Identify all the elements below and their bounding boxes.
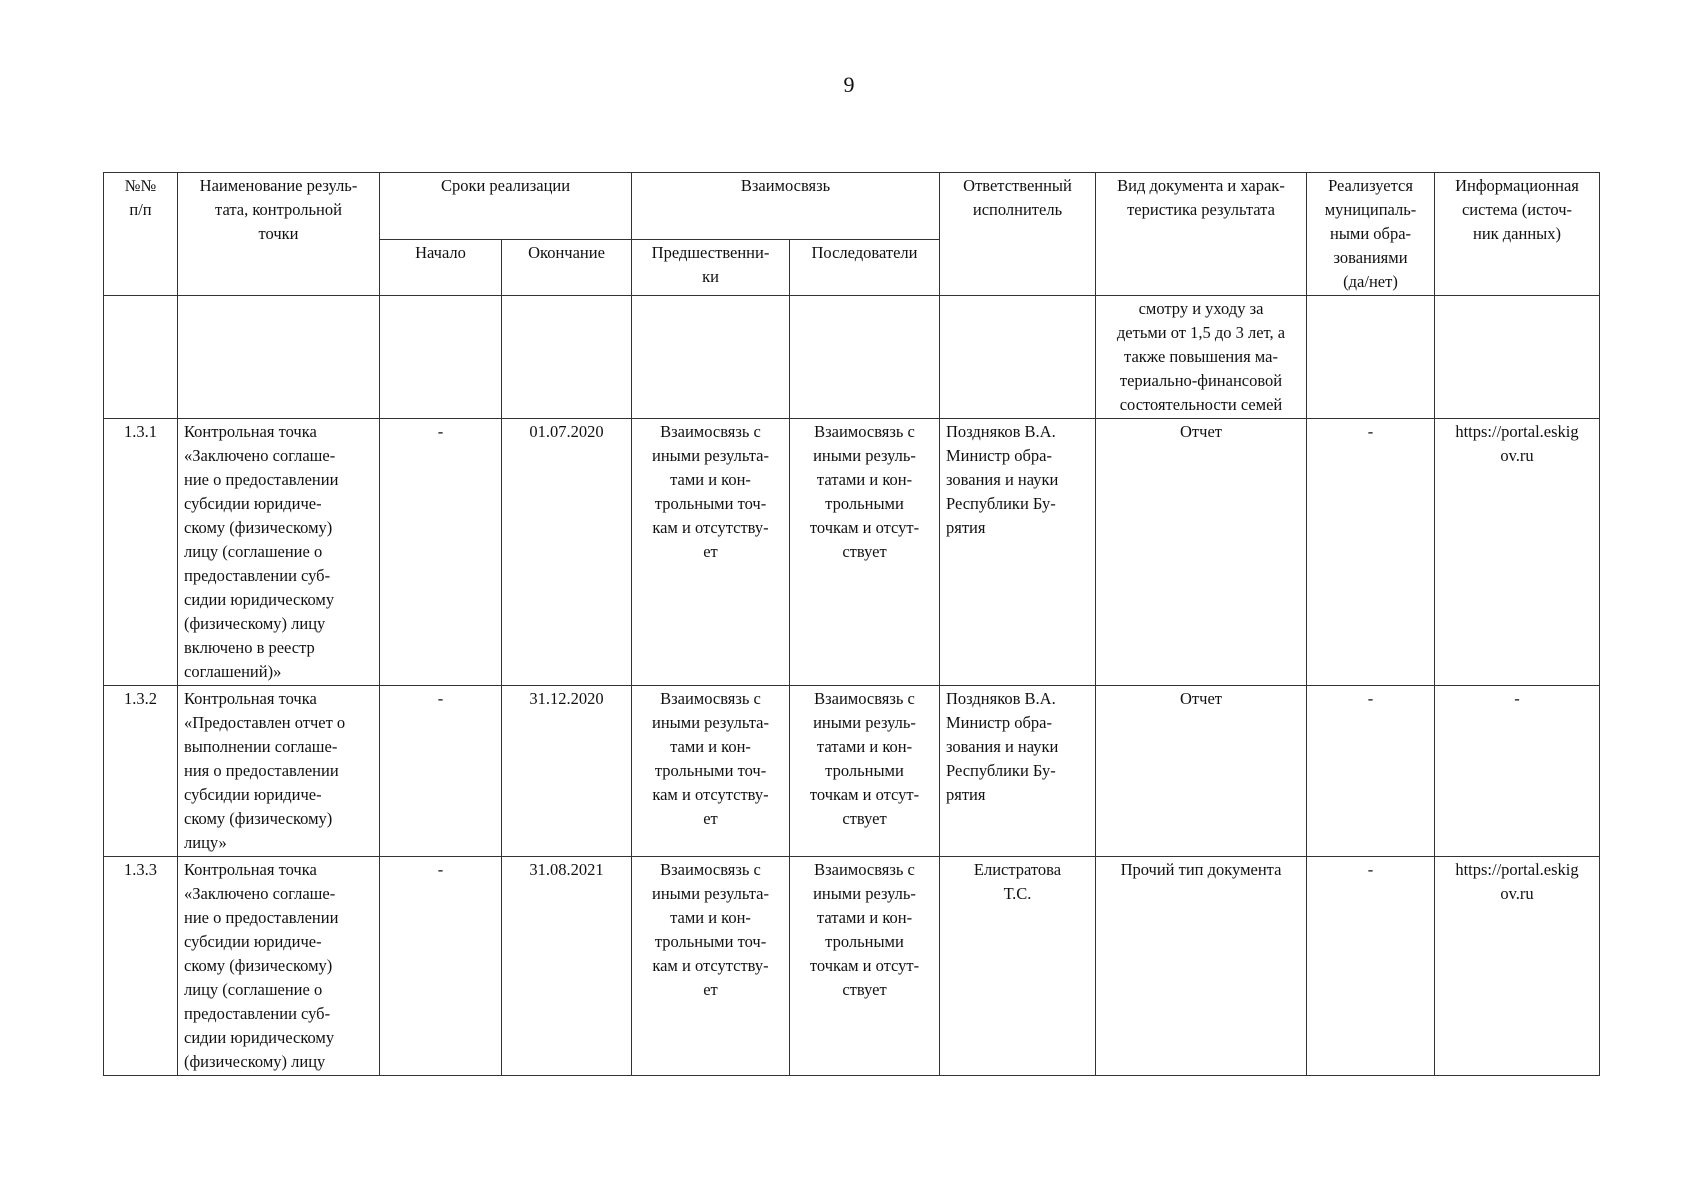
cell-num bbox=[104, 296, 178, 419]
cell-end: 31.08.2021 bbox=[502, 857, 632, 1076]
cell-municipal bbox=[1307, 296, 1435, 419]
cell-start: - bbox=[380, 857, 502, 1076]
cell-info-system: https://portal.eskig ov.ru bbox=[1435, 857, 1600, 1076]
cell-successors: Взаимосвязь с иными резуль- татами и кон- трольными точкам и отсут- ствует bbox=[790, 419, 940, 686]
header-num: №№ п/п bbox=[104, 173, 178, 296]
cell-predecessors: Взаимосвязь с иными результа- тами и кон- трольными точ- кам и отсутству- ет bbox=[632, 686, 790, 857]
header-successors: Последователи bbox=[790, 239, 940, 295]
cell-responsible: Поздняков В.А. Министр обра- зования и науки Республики Бу- рятия bbox=[940, 419, 1096, 686]
cell-municipal: - bbox=[1307, 857, 1435, 1076]
cell-info-system: https://portal.eskig ov.ru bbox=[1435, 419, 1600, 686]
table-row bbox=[104, 857, 1600, 1076]
cell-predecessors bbox=[632, 296, 790, 419]
cell-num: 1.3.2 bbox=[104, 686, 178, 857]
header-name: Наименование резуль- тата, контрольной точки bbox=[178, 173, 380, 296]
header-responsible: Ответственный исполнитель bbox=[940, 173, 1096, 296]
cell-responsible: Поздняков В.А. Министр обра- зования и науки Республики Бу- рятия bbox=[940, 686, 1096, 857]
cell-end: 01.07.2020 bbox=[502, 419, 632, 686]
cell-end bbox=[502, 296, 632, 419]
header-predecessors: Предшественни- ки bbox=[632, 239, 790, 295]
cell-start: - bbox=[380, 686, 502, 857]
header-municipal: Реализуется муниципаль- ными обра- зованиями (да/нет) bbox=[1307, 173, 1435, 296]
continuation-row bbox=[104, 296, 1600, 419]
header-doc-type: Вид документа и харак- теристика результата bbox=[1096, 173, 1307, 296]
header-terms: Сроки реализации bbox=[380, 173, 632, 240]
cell-num: 1.3.1 bbox=[104, 419, 178, 686]
header-end: Окончание bbox=[502, 239, 632, 295]
cell-responsible: Елистратова Т.С. bbox=[940, 857, 1096, 1076]
cell-name: Контрольная точка «Заключено соглаше- ние о предоставлении субсидии юридиче- скому (физическому) лицу (соглашение о предоставлении суб- сидии юридическому (физическому) лицу bbox=[178, 857, 380, 1076]
cell-name: Контрольная точка «Предоставлен отчет о выполнении соглаше- ния о предоставлении субсидии юридиче- скому (физическому) лицу» bbox=[178, 686, 380, 857]
table-row bbox=[104, 686, 1600, 857]
cell-doc-type: Отчет bbox=[1096, 686, 1307, 857]
cell-start: - bbox=[380, 419, 502, 686]
cell-successors: Взаимосвязь с иными резуль- татами и кон- трольными точкам и отсут- ствует bbox=[790, 686, 940, 857]
cell-start bbox=[380, 296, 502, 419]
cell-name: Контрольная точка «Заключено соглаше- ние о предоставлении субсидии юридиче- скому (физическому) лицу (соглашение о предоставлении суб- сидии юридическому (физическому) лицу включено в реестр соглашений)» bbox=[178, 419, 380, 686]
header-info-system: Информационная система (источ- ник данных) bbox=[1435, 173, 1600, 296]
cell-predecessors: Взаимосвязь с иными результа- тами и кон- трольными точ- кам и отсутству- ет bbox=[632, 857, 790, 1076]
cell-municipal: - bbox=[1307, 686, 1435, 857]
cell-doc-type: Прочий тип документа bbox=[1096, 857, 1307, 1076]
header-start: Начало bbox=[380, 239, 502, 295]
cell-name bbox=[178, 296, 380, 419]
cell-doc-type: Отчет bbox=[1096, 419, 1307, 686]
cell-predecessors: Взаимосвязь с иными результа- тами и кон- трольными точ- кам и отсутству- ет bbox=[632, 419, 790, 686]
header-row bbox=[104, 173, 1600, 240]
cell-num: 1.3.3 bbox=[104, 857, 178, 1076]
cell-responsible bbox=[940, 296, 1096, 419]
results-table bbox=[103, 172, 1600, 1076]
cell-end: 31.12.2020 bbox=[502, 686, 632, 857]
header-relation: Взаимосвязь bbox=[632, 173, 940, 240]
cell-municipal: - bbox=[1307, 419, 1435, 686]
cell-doc-type: смотру и уходу за детьми от 1,5 до 3 лет, а также повышения ма- териально-финансовой состоятельности семей bbox=[1096, 296, 1307, 419]
cell-info-system: - bbox=[1435, 686, 1600, 857]
table-row bbox=[104, 419, 1600, 686]
cell-info-system bbox=[1435, 296, 1600, 419]
cell-successors: Взаимосвязь с иными резуль- татами и кон- трольными точкам и отсут- ствует bbox=[790, 857, 940, 1076]
cell-successors bbox=[790, 296, 940, 419]
page-number: 9 bbox=[843, 72, 855, 97]
